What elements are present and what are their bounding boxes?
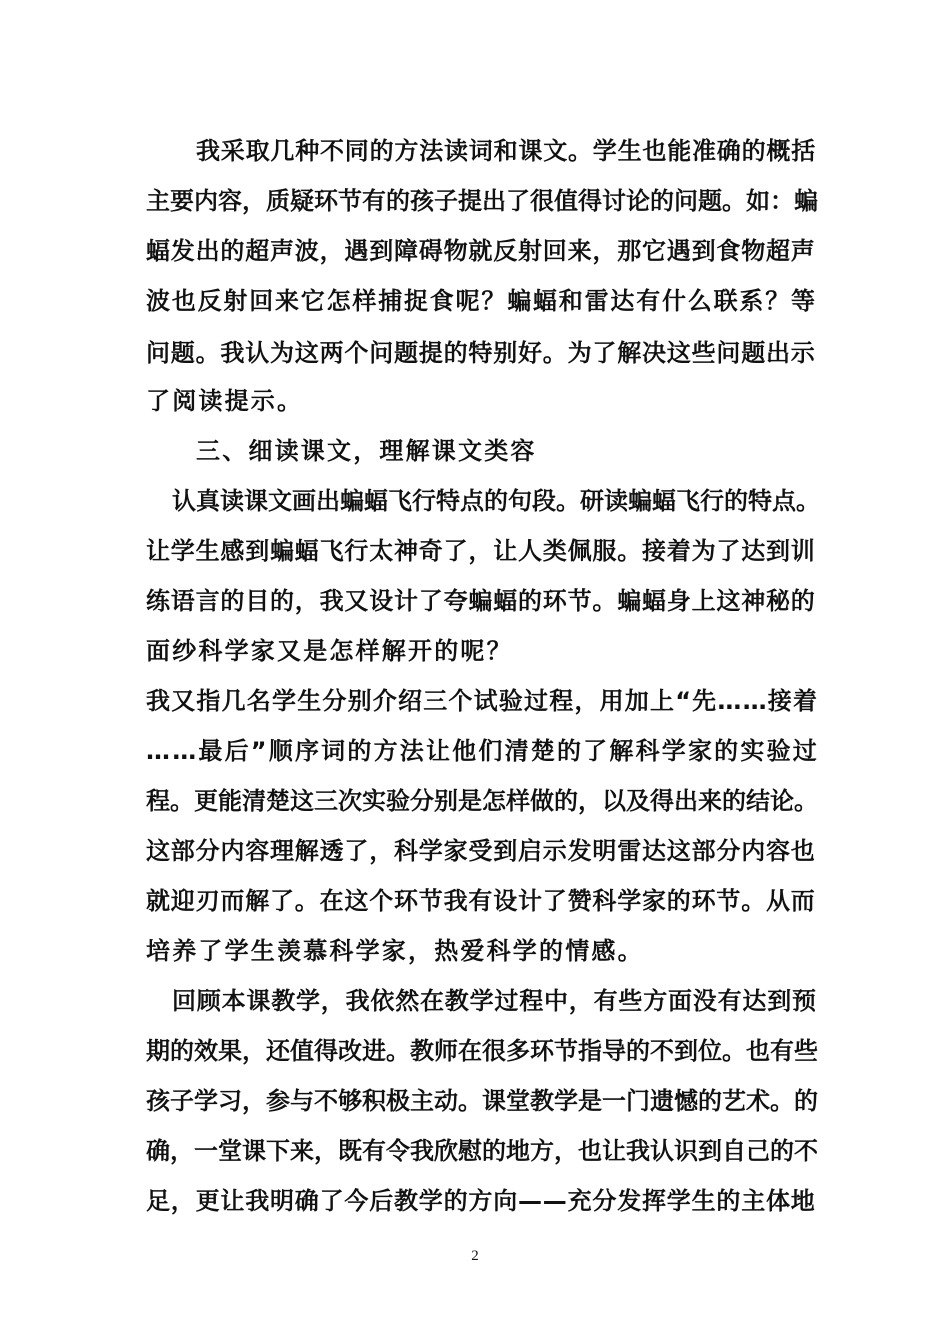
text-line: 问题。我认为这两个问题提的特别好。为了解决这些问题出示 [146,339,816,367]
text-line: 面纱科学家又是怎样解开的呢？ [146,637,513,665]
text-line: ……最后”顺序词的方法让他们清楚的了解科学家的实验过 [146,737,819,765]
text-line: 让学生感到蝙蝠飞行太神奇了，让人类佩服。接着为了达到训 [146,537,816,565]
text-line: 我采取几种不同的方法读词和课文。学生也能准确的概括 [196,137,816,165]
text-line: 这部分内容理解透了，科学家受到启示发明雷达这部分内容也 [146,837,816,865]
page-number: 2 [471,1248,479,1264]
text-line: 认真读课文画出蝙蝠飞行特点的句段。研读蝙蝠飞行的特点。 [172,487,820,515]
text-line: 波也反射回来它怎样捕捉食呢？蝙蝠和雷达有什么联系？等 [146,287,817,315]
text-line: 主要内容，质疑环节有的孩子提出了很值得讨论的问题。如：蝙 [146,187,818,215]
text-line: 期的效果，还值得改进。教师在很多环节指导的不到位。也有些 [146,1037,818,1065]
text-line: 练语言的目的，我又设计了夸蝙蝠的环节。蝙蝠身上这神秘的 [146,587,816,615]
text-line: 孩子学习，参与不够积极主动。课堂教学是一门遗憾的艺术。的 [146,1087,818,1115]
text-line: 了阅读提示。 [146,387,304,415]
text-line: 就迎刃而解了。在这个环节我有设计了赞科学家的环节。从而 [146,887,816,915]
text-line: 足，更让我明确了今后教学的方向——充分发挥学生的主体地 [146,1187,816,1215]
text-line: 培养了学生羡慕科学家，热爱科学的情感。 [146,937,644,965]
text-line: 确，一堂课下来，既有令我欣慰的地方，也让我认识到自己的不 [146,1137,818,1165]
text-line: 程。更能清楚这三次实验分别是怎样做的，以及得出来的结论。 [146,787,818,815]
text-line: 蝠发出的超声波，遇到障碍物就反射回来，那它遇到食物超声 [146,237,816,265]
section-heading: 三、细读课文，理解课文类容 [196,437,537,465]
text-line: 我又指几名学生分别介绍三个试验过程，用加上“先……接着 [146,687,819,715]
text-line: 回顾本课教学，我依然在教学过程中，有些方面没有达到预 [172,987,817,1015]
